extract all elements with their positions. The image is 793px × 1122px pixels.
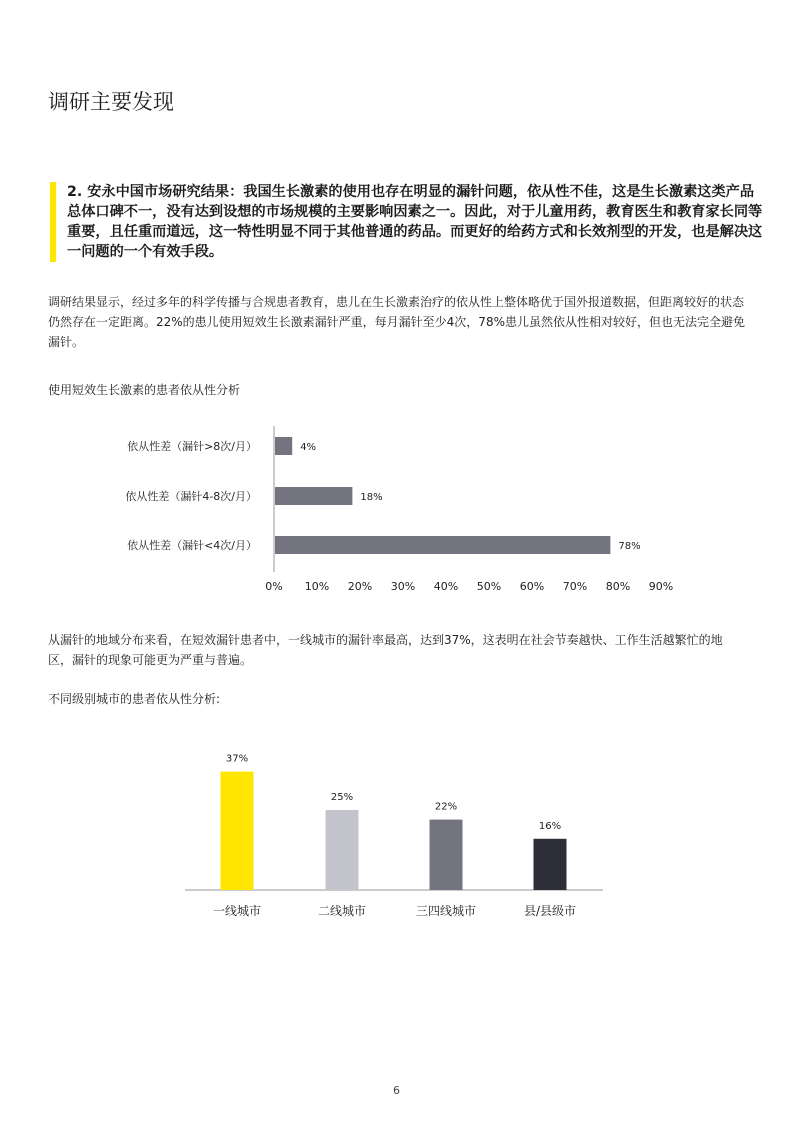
page-title: 调研主要发现 — [48, 90, 174, 114]
chart2-value-label: 25% — [330, 792, 354, 803]
chart1-tick-label: 40% — [433, 580, 459, 593]
chart1-tick-label: 80% — [605, 580, 631, 593]
chart1-category-label: 依从性差（漏针4-8次/月） — [125, 490, 257, 503]
chart2-category-label: 三四线城市 — [415, 904, 477, 918]
chart1-tick-label: 70% — [562, 580, 588, 593]
chart2-value-label: 37% — [225, 753, 249, 765]
chart1-tick-label: 30% — [390, 580, 416, 593]
chart1-tick-label: 0% — [265, 580, 283, 593]
chart1-value-label: 4% — [300, 442, 317, 453]
chart2-value-label: 16% — [538, 820, 562, 832]
chart2-value-label: 22% — [434, 801, 458, 813]
paragraph-findings: 调研结果显示，经过多年的科学传播与合规患者教育，患儿在生长激素治疗的依从性上整体略优于国外报道数据，但距离较好的状态仍然存在一定距离。22%的患儿使用短效生长激素漏针严重，每月漏针至少4次，78%患儿虽然依从性相对较好，但也无法完全避免漏针。 — [48, 295, 745, 349]
city-tier-bar-chart — [0, 740, 793, 930]
chart1-tick-label: 10% — [304, 580, 330, 593]
chart1-title: 使用短效生长激素的患者依从性分析 — [48, 383, 241, 397]
chart1-bar — [275, 487, 352, 505]
chart1-tick-label: 60% — [519, 580, 545, 593]
chart1-bar — [275, 536, 610, 554]
chart1-bar — [275, 437, 292, 455]
chart2-category-label: 二线城市 — [317, 904, 367, 918]
chart1-category-label: 依从性差（漏针>8次/月） — [127, 440, 257, 453]
paragraph-regional: 从漏针的地域分布来看，在短效漏针患者中，一线城市的漏针率最高，达到37%，这表明在社会节奏越快、工作生活越繁忙的地区，漏针的现象可能更为严重与普遍。 — [48, 633, 723, 667]
chart2-category-label: 一线城市 — [212, 904, 262, 918]
chart1-tick-label: 50% — [476, 580, 502, 593]
chart2-bar — [534, 839, 567, 890]
callout-quote: 2. 安永中国市场研究结果：我国生长激素的使用也存在明显的漏针问题，依从性不佳，这是生长激素这类产品总体口碑不一，没有达到设想的市场规模的主要影响因素之一。因此，对于儿童用药，教育医生和教育家长同等重要，且任重而道远，这一特性明显不同于其他普通的药品。而更好的给药方式和长效剂型的开发，也是解决这一问题的一个有效手段。 — [50, 182, 767, 262]
chart2-bar — [430, 820, 463, 890]
chart1-value-label: 18% — [360, 492, 383, 503]
page-number: 6 — [393, 1084, 400, 1097]
chart2-category-label: 县/县级市 — [523, 904, 577, 918]
chart2-bar — [326, 810, 359, 890]
chart1-tick-label: 20% — [347, 580, 373, 593]
chart2-bar — [221, 772, 254, 890]
chart1-tick-label: 90% — [648, 580, 674, 593]
chart2-title: 不同级别城市的患者依从性分析: — [48, 692, 221, 706]
compliance-bar-chart — [0, 420, 793, 600]
chart1-category-label: 依从性差（漏针<4次/月） — [127, 539, 257, 552]
chart1-value-label: 78% — [618, 541, 641, 552]
